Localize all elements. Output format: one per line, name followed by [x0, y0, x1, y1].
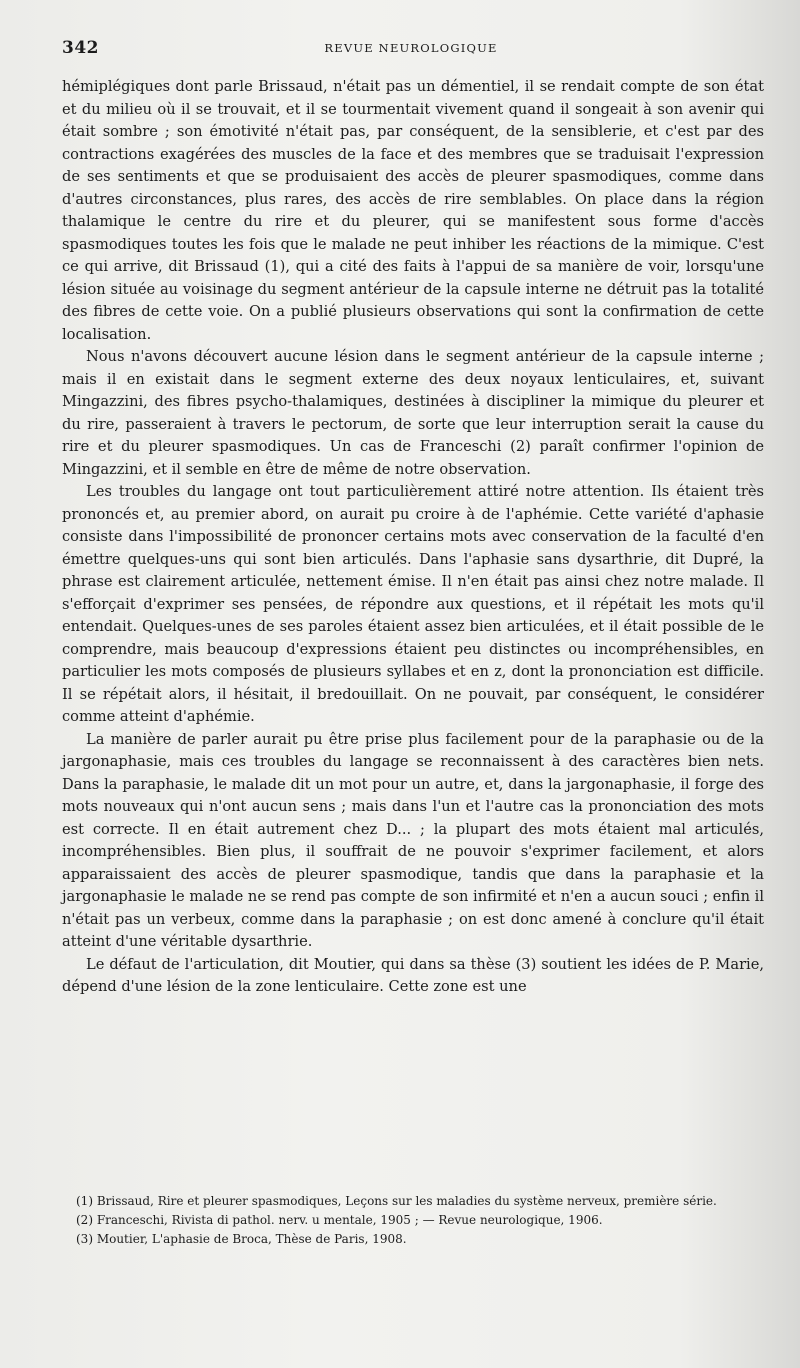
page-header	[62, 38, 760, 62]
footnote: (2) Franceschi, Rivista di pathol. nerv. u mentale, 1905 ; — Revue neurologique, 1906.	[76, 1213, 603, 1227]
paragraph: hémiplégiques dont parle Brissaud, n'était pas un démentiel, il se rendait compte de son état et du milieu où il se trouvait, et il se tourmentait vivement quand il songeait à son avenir qui était sombre ; son émotivité n'était pas, par conséquent, de la sensiblerie, et c'est par des contractions exagérées des muscles de la face et des membres que se traduisait l'expression de ses sentiments et que se produisaient des accès de pleurer spasmodiques, comme dans d'autres circonstances, plus rares, des accès de rire semblables. On place dans la région thalamique le centre du rire et du pleurer, qui se manifestent sous forme d'accès spasmodiques toutes les fois que le malade ne peut inhiber les réactions de la mimique. C'est ce qui arrive, dit Brissaud (1), qui a cité des faits à l'appui de sa manière de voir, lorsqu'une lésion située au voisinage du segment antérieur de la capsule interne ne détruit pas la totalité des fibres de cette voie. On a publié plusieurs observations qui sont la confirmation de cette localisation.	[62, 78, 764, 343]
footnote: (1) Brissaud, Rire et pleurer spasmodiques, Leçons sur les maladies du système nerveux, première série.	[76, 1194, 717, 1208]
footnotes	[62, 1193, 764, 1250]
paragraph: Le défaut de l'articulation, dit Moutier, qui dans sa thèse (3) soutient les idées de P. Marie, dépend d'une lésion de la zone lenticulaire. Cette zone est une	[62, 955, 764, 995]
paragraph: La manière de parler aurait pu être prise plus facilement pour de la paraphasie ou de la jargonaphasie, mais ces troubles du langage se reconnaissent à des caractères bien nets. Dans la paraphasie, le malade dit un mot pour un autre, et, dans la jargonaphasie, il forge des mots nouveaux qui n'ont aucun sens ; mais dans l'un et l'autre cas la prononciation des mots est correcte. Il en était autrement chez D... ; la plupart des mots étaient mal articulés, incompréhensibles. Bien plus, il souffrait de ne pouvoir s'exprimer facilement, et alors apparaissaient des accès de pleurer spasmodique, tandis que dans la paraphasie et la jargonaphasie le malade ne se rend pas compte de son infirmité et n'en a aucun souci ; enfin il n'était pas un verbeux, comme dans la paraphasie ; on est donc amené à conclure qu'il était atteint d'une véritable dysarthrie.	[62, 730, 764, 950]
paragraph: Les troubles du langage ont tout particulièrement attiré notre attention. Ils étaient très prononcés et, au premier abord, on aurait pu croire à de l'aphémie. Cette variété d'aphasie consiste dans l'impossibilité de prononcer certains mots avec conservation de la faculté d'en émettre quelques-uns qui sont bien articulés. Dans l'aphasie sans dysarthrie, dit Dupré, la phrase est clairement articulée, nettement émise. Il n'en était pas ainsi chez notre malade. Il s'efforçait d'exprimer ses pensées, de répondre aux questions, et il répétait les mots qu'il entendait. Quelques-unes de ses paroles étaient assez bien articulées, et il était possible de le comprendre, mais beaucoup d'expressions étaient peu distinctes ou incompréhensibles, en particulier les mots composés de plusieurs syllabes et en z, dont la prononciation est difficile. Il se répétait alors, il hésitait, il bredouillait. On ne pouvait, par conséquent, le considérer comme atteint d'aphémie.	[62, 483, 764, 725]
body-text	[62, 76, 764, 999]
footnote: (3) Moutier, L'aphasie de Broca, Thèse de Paris, 1908.	[76, 1232, 407, 1246]
page-number: 342	[62, 38, 99, 58]
running-head: REVUE NEUROLOGIQUE	[324, 41, 498, 55]
paragraph: Nous n'avons découvert aucune lésion dans le segment antérieur de la capsule interne ; mais il en existait dans le segment externe des deux noyaux lenticulaires, et, suivant Mingazzini, des fibres psycho-thalamiques, destinées à discipliner la mimique du pleurer et du rire, passeraient à travers le pectorum, de sorte que leur interruption serait la cause du rire et du pleurer spasmodiques. Un cas de Franceschi (2) paraît confirmer l'opinion de Mingazzini, et il semble en être de même de notre observation.	[62, 348, 764, 478]
